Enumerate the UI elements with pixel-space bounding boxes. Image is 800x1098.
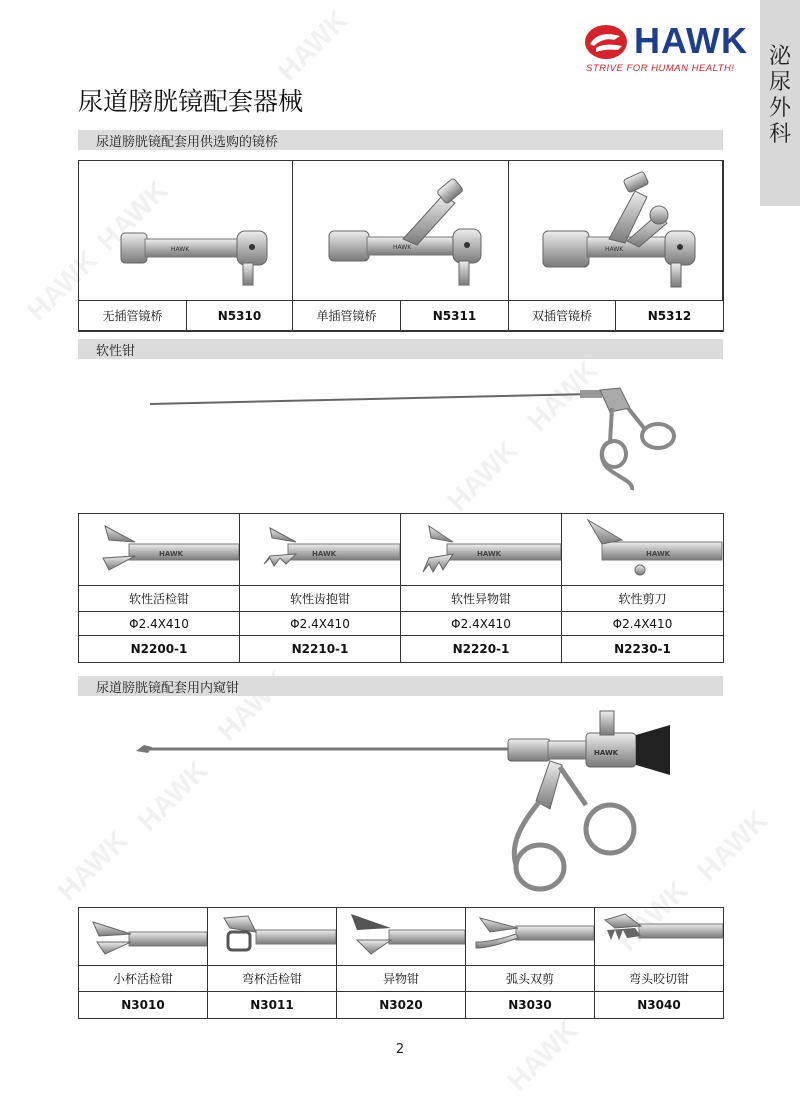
endo-name: 弯头咬切钳 [595,966,723,992]
bridge-engraving: HAWK [393,244,412,251]
flexible-code: N2230-1 [614,642,671,656]
hawk-logo-icon [584,24,628,60]
watermark-text: HAWK [131,754,214,837]
bridge-name: 无插管镜桥 [79,301,187,331]
brand-logo [584,20,748,76]
bridge-image-n5312 [509,161,723,301]
flexible-name: 软性齿抱钳 [240,586,401,612]
flexible-image-n2220 [401,514,562,586]
flexible-engraving: HAWK [312,550,337,558]
watermark-text: HAWK [611,874,694,957]
endo-name: 弧头双剪 [466,966,595,992]
endo-engraving: HAWK [594,749,619,757]
endo-code: N3020 [337,992,466,1018]
endo-name: 弯杯活检钳 [208,966,337,992]
endo-code: N3030 [466,992,595,1018]
watermark-text: HAWK [271,4,354,87]
watermark-text: HAWK [51,824,134,907]
flexible-name: 软性异物钳 [401,586,562,612]
watermark-text: HAWK [211,664,294,747]
flexible-engraving: HAWK [159,550,184,558]
endo-code: N3040 [637,998,681,1012]
section-bar-bridges [78,130,723,150]
brand-slogan: STRIVE FOR HUMAN HEALTH! [586,63,735,74]
flexible-engraving: HAWK [477,550,502,558]
flexible-code: N2220-1 [401,636,562,662]
watermark-text: HAWK [501,1014,584,1097]
endo-image-n3040 [595,908,723,966]
flexible-code: N2200-1 [79,636,240,662]
flexible-spec: Φ2.4X410 [240,612,401,636]
endo-code: N3011 [208,992,337,1018]
bridge-table [78,160,724,332]
watermark-text: HAWK [441,434,524,517]
endo-table [78,907,724,1019]
endo-forceps-image [130,705,700,897]
bridge-code: N5311 [401,301,509,331]
brand-name: HAWK [634,20,748,61]
flexible-table [78,513,724,663]
flexible-spec: Φ2.4X410 [562,612,723,636]
side-tab [760,0,800,206]
bridge-name: 单插管镜桥 [293,301,401,331]
endo-image-n3011 [208,908,337,966]
section-bar-flexible [78,339,723,359]
watermark-text: HAWK [21,244,104,327]
bridge-name: 双插管镜桥 [509,301,616,331]
flexible-spec: Φ2.4X410 [401,612,562,636]
page-number: 2 [395,1042,405,1057]
flexible-image-n2210 [240,514,401,586]
endo-image-n3030 [466,908,595,966]
flexible-engraving: HAWK [646,550,671,558]
bridge-image-n5311 [293,161,509,301]
section-title: 尿道膀胱镜配套用供选购的镜桥 [96,135,279,150]
flexible-code: N2210-1 [240,636,401,662]
watermark-text: HAWK [91,174,174,257]
section-bar-endo [78,676,723,696]
endo-image-n3010 [79,908,208,966]
endo-name: 异物钳 [337,966,466,992]
watermark-text: HAWK [521,354,604,437]
endo-name: 小杯活检钳 [79,966,208,992]
flexible-spec: Φ2.4X410 [79,612,240,636]
flexible-image-n2230 [562,514,723,586]
watermark-text: HAWK [691,804,774,887]
bridge-code: N5312 [616,301,723,331]
side-tab-label: 泌尿外科 [768,44,791,147]
bridge-engraving: HAWK [171,246,190,253]
bridge-code: N5310 [187,301,293,331]
flexible-image-n2200 [79,514,240,586]
flexible-name: 软性活检钳 [79,586,240,612]
endo-code: N3010 [79,992,208,1018]
section-title: 尿道膀胱镜配套用内窥钳 [96,681,240,696]
bridge-image-n5310 [79,161,293,301]
page-title: 尿道膀胱镜配套器械 [78,87,304,116]
bridge-engraving: HAWK [605,246,624,253]
flexible-name: 软性剪刀 [562,586,723,612]
section-title: 软性钳 [96,344,136,359]
endo-image-n3020 [337,908,466,966]
flexible-forceps-image [140,378,700,502]
